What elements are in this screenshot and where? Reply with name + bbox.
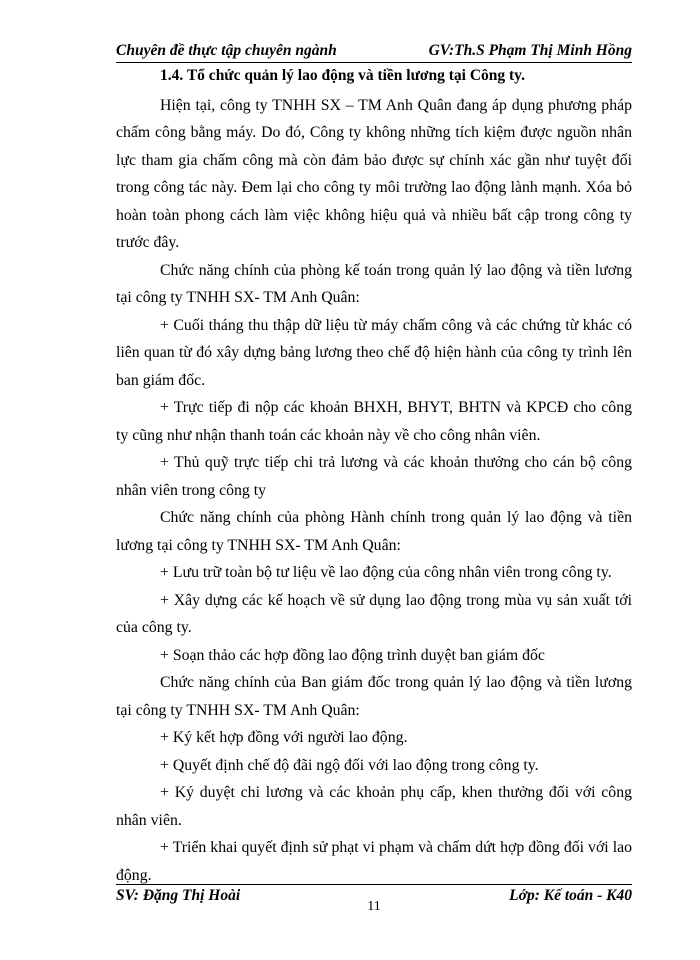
paragraph-6: Chức năng chính của phòng Hành chính trong quản lý lao động và tiền lương tại công ty TNHH SX- TM Anh Quân:: [116, 509, 632, 554]
footer-student-name: SV: Đặng Thị Hoài: [116, 887, 241, 904]
page-number: 11: [367, 899, 381, 914]
section-title: 1.4. Tổ chức quản lý lao động và tiền lương tại Công ty.: [160, 67, 525, 84]
footer-class: Lớp: Kế toán - K40: [509, 887, 632, 904]
paragraph-9: + Soạn thảo các hợp đồng lao động trình duyệt ban giám đốc: [160, 646, 545, 664]
header-instructor: GV:Th.S Phạm Thị Minh Hồng: [428, 42, 632, 59]
page-body: [116, 62, 632, 889]
paragraph-7: + Lưu trữ toàn bộ tư liệu về lao động của công nhân viên trong công ty.: [160, 564, 612, 581]
paragraph-11: + Ký kết hợp đồng với người lao động.: [160, 729, 408, 746]
paragraph-2: Chức năng chính của phòng kế toán trong quản lý lao động và tiền lương tại công ty TNHH SX- TM Anh Quân:: [116, 261, 632, 306]
header-course-title: Chuyên đề thực tập chuyên ngành: [116, 42, 337, 59]
paragraph-14: + Triển khai quyết định sử phạt vi phạm và chấm dứt hợp đồng đối với lao động.: [116, 839, 632, 884]
paragraph-13: + Ký duyệt chi lương và các khoản phụ cấp, khen thưởng đối với công nhân viên.: [116, 784, 632, 829]
paragraph-8: + Xây dựng các kế hoạch về sử dụng lao động trong mùa vụ sản xuất tới của công ty.: [116, 591, 632, 636]
paragraph-5: + Thủ quỹ trực tiếp chi trả lương và các khoản thưởng cho cán bộ công nhân viên trong công ty: [116, 454, 632, 499]
page-footer: [116, 884, 632, 915]
paragraph-3: + Cuối tháng thu thập dữ liệu từ máy chấm công và các chứng từ khác có liên quan từ đó xây dựng bảng lương theo chế độ hiện hành của công ty trình lên ban giám đốc.: [116, 316, 632, 389]
paragraph-10: Chức năng chính của Ban giám đốc trong quản lý lao động và tiền lương tại công ty TNHH SX- TM Anh Quân:: [116, 674, 632, 719]
paragraph-12: + Quyết định chế độ đãi ngộ đối với lao động trong công ty.: [160, 756, 539, 774]
paragraph-4: + Trực tiếp đi nộp các khoản BHXH, BHYT, BHTN và KPCĐ cho công ty cũng như nhận thanh toán các khoản này về cho công nhân viên.: [116, 399, 632, 444]
page-header: [116, 40, 632, 63]
paragraph-1: Hiện tại, công ty TNHH SX – TM Anh Quân đang áp dụng phương pháp chấm công bằng máy. Do đó, Công ty không những tích kiệm được nguồn nhân lực tham gia chấm công mà còn đảm bảo được sự chính xác gần như tuyệt đối trong công tác này. Đem lại cho công ty môi trường lao động lành mạnh. Xóa bỏ hoàn toàn phong cách làm việc không hiệu quả và nhiều bất cập trong công ty trước đây.: [116, 96, 632, 251]
